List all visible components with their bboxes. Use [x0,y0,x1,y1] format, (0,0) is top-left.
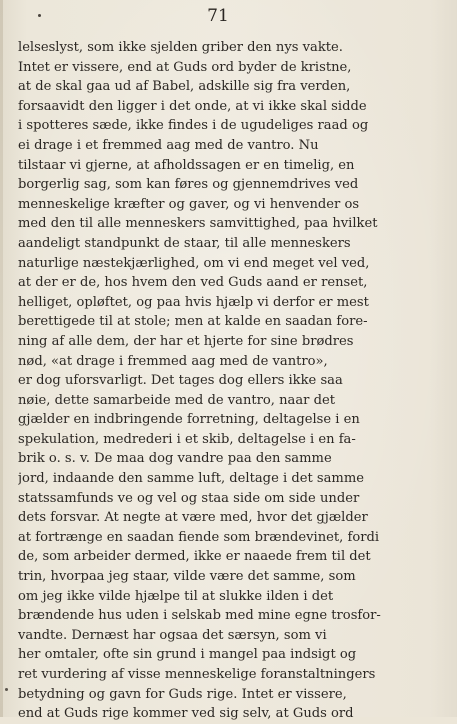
text-line: aandeligt standpunkt de staar, til alle menneskers [18,235,351,251]
text-line: jord, indaande den samme luft, deltage i det samme [18,471,364,487]
text-line: naturlige næstekjærlighed, om vi end meget vel ved, [18,255,370,271]
text-line: ret vurdering af visse menneskelige foranstaltningers [18,667,376,682]
text-line: brændende hus uden i selskab med mine egne trosfor- [18,608,381,624]
text-line: betydning og gavn for Guds rige. Intet er vissere, [18,686,347,702]
text-line: i spotteres sæde, ikke findes i de ugudeliges raad og [18,118,369,134]
text-line: at de skal gaa ud af Babel, adskille sig fra verden, [18,79,351,95]
text-line: med den til alle menneskers samvittighed, paa hvilket [18,216,378,232]
text-line: borgerlig sag, som kan føres og gjennemdrives ved [18,177,359,193]
body-text [18,38,416,724]
text-line: end at Guds rige kommer ved sig selv, at Guds ord [18,706,354,722]
text-line: nød, «at drage i fremmed aag med de vantro», [18,353,328,369]
text-line: er dog uforsvarligt. Det tages dog ellers ikke saa [18,373,343,389]
text-line: ning af alle dem, der har et hjerte for sine brødres [18,333,354,349]
text-line: gjælder en indbringende forretning, deltagelse i en [18,412,360,428]
text-line: at der er de, hos hvem den ved Guds aand er renset, [18,275,368,291]
text-line: brik o. s. v. De maa dog vandre paa den samme [18,451,332,467]
speck-mark-bottom [5,688,8,691]
text-line: om jeg ikke vilde hjælpe til at slukke ilden i det [18,588,334,604]
text-line: trin, hvorpaa jeg staar, vilde være det samme, som [18,569,356,585]
text-line: her omtaler, ofte sin grund i mangel paa indsigt og [18,647,357,663]
text-line: spekulation, medrederi i et skib, deltagelse i en fa- [18,431,356,447]
text-line: berettigede til at stole; men at kalde en saadan fore- [18,314,368,330]
text-line: dets forsvar. At negte at være med, hvor det gjælder [18,510,368,526]
text-line: nøie, dette samarbeide med de vantro, naar det [18,392,335,408]
text-line: vandte. Dernæst har ogsaa det særsyn, som vi [18,627,327,643]
text-line: de, som arbeider dermed, ikke er naaede frem til det [18,549,371,565]
text-line: lelseslyst, som ikke sjelden griber den nys vakte. [18,40,343,55]
text-line: ei drage i et fremmed aag med de vantro. Nu [18,137,319,153]
page-edge [0,0,3,717]
page-number: 71 [207,6,229,26]
text-line: helliget, opløftet, og paa hvis hjælp vi derfor er mest [18,294,369,310]
text-line: menneskelige kræfter og gaver, og vi henvender os [18,196,360,212]
text-line: Intet er vissere, end at Guds ord byder de kristne, [18,59,352,75]
text-line: tilstaar vi gjerne, at afholdssagen er en timelig, en [18,157,355,173]
text-line: at fortrænge en saadan fiende som brændevinet, fordi [18,529,380,545]
text-line: statssamfunds ve og vel og staa side om side under [18,490,360,506]
text-line: forsaavidt den ligger i det onde, at vi ikke skal sidde [18,98,367,114]
